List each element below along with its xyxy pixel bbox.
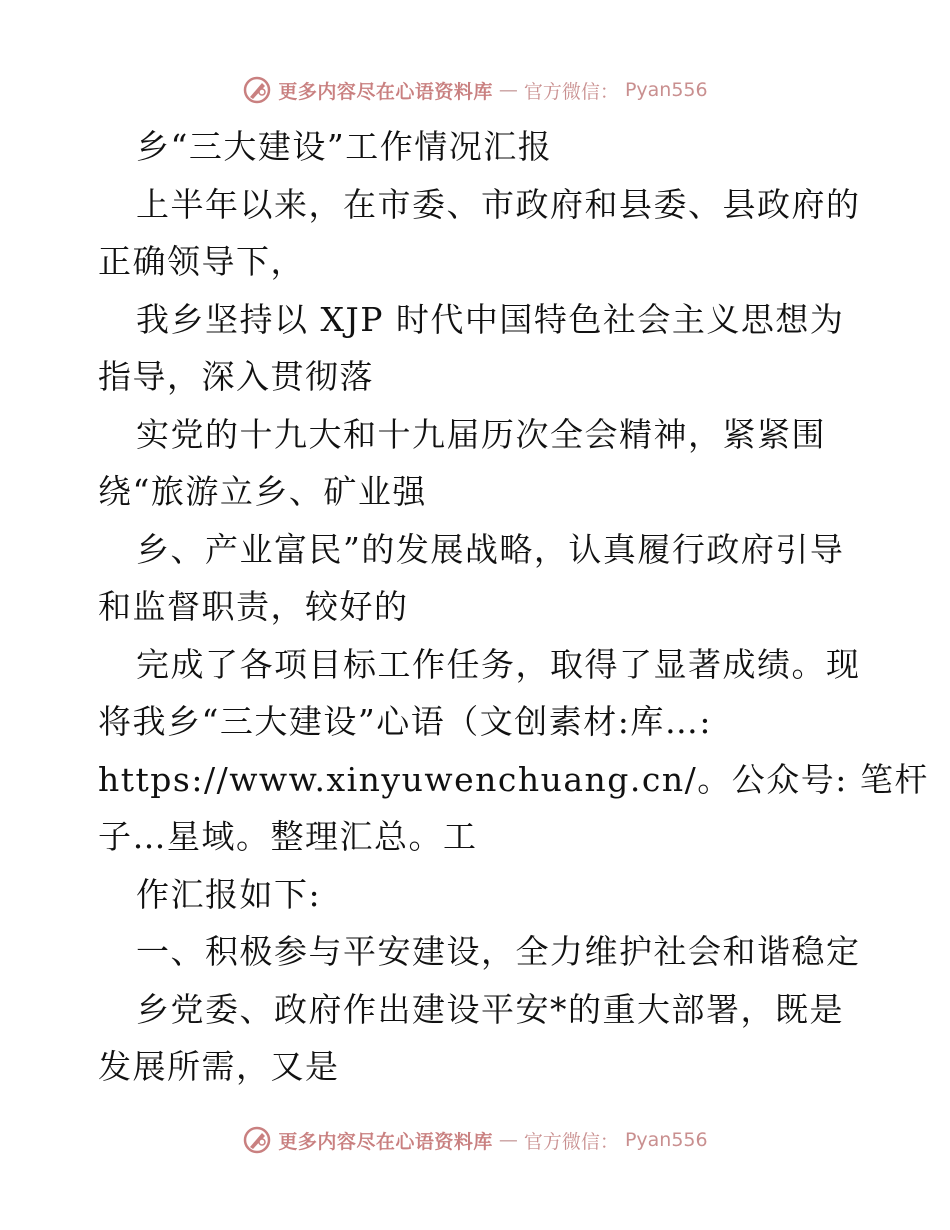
paragraph-line: 完成了各项目标工作任务，取得了显著成绩。现 xyxy=(136,644,861,684)
section-heading: 一、积极参与平安建设，全力维护社会和谐稳定 xyxy=(136,932,861,971)
paragraph-line: 发展所需，又是 xyxy=(98,1047,340,1086)
paragraph-line: 正确领导下， xyxy=(98,242,305,281)
watermark-brand: 更多内容尽在心语资料库 xyxy=(278,80,493,103)
watermark-separator: — xyxy=(498,1129,518,1151)
watermark-separator: — xyxy=(498,79,518,101)
watermark-handle: Pyan556 xyxy=(624,1129,708,1151)
pen-circle-logo-icon xyxy=(242,75,272,105)
watermark-handle: Pyan556 xyxy=(624,79,708,101)
header-watermark xyxy=(0,70,950,110)
paragraph-line: 和监督职责，较好的 xyxy=(98,587,409,626)
paragraph-line: 作汇报如下: xyxy=(136,874,322,914)
footer-watermark xyxy=(0,1120,950,1160)
document-title: 乡“三大建设”工作情况汇报 xyxy=(136,127,553,166)
paragraph-line: 子…星域。整理汇总。工 xyxy=(98,817,478,856)
paragraph-line: 乡党委、政府作出建设平安*的重大部署，既是 xyxy=(136,989,844,1029)
paragraph-line: 乡、产业富民”的发展战略，认真履行政府引导 xyxy=(136,529,845,569)
paragraph-line: 我乡坚持以 XJP 时代中国特色社会主义思想为 xyxy=(136,299,845,339)
pen-circle-logo-icon xyxy=(242,1125,272,1155)
paragraph-line: 将我乡“三大建设”心语（文创素材:库…: xyxy=(98,702,712,741)
watermark-brand: 更多内容尽在心语资料库 xyxy=(278,1130,493,1153)
paragraph-line: https://www.xinyuwenchuang.cn/。公众号: 笔杆 xyxy=(98,759,929,799)
paragraph-line: 绕“旅游立乡、矿业强 xyxy=(98,472,427,511)
paragraph-line: 指导，深入贯彻落 xyxy=(98,357,374,396)
watermark-contact: 官方微信： xyxy=(523,1130,619,1153)
paragraph-line: 上半年以来，在市委、市政府和县委、县政府的 xyxy=(136,184,861,224)
document-body xyxy=(98,118,929,1096)
paragraph-line: 实党的十九大和十九届历次全会精神，紧紧围 xyxy=(136,414,826,454)
watermark-contact: 官方微信： xyxy=(523,80,619,103)
